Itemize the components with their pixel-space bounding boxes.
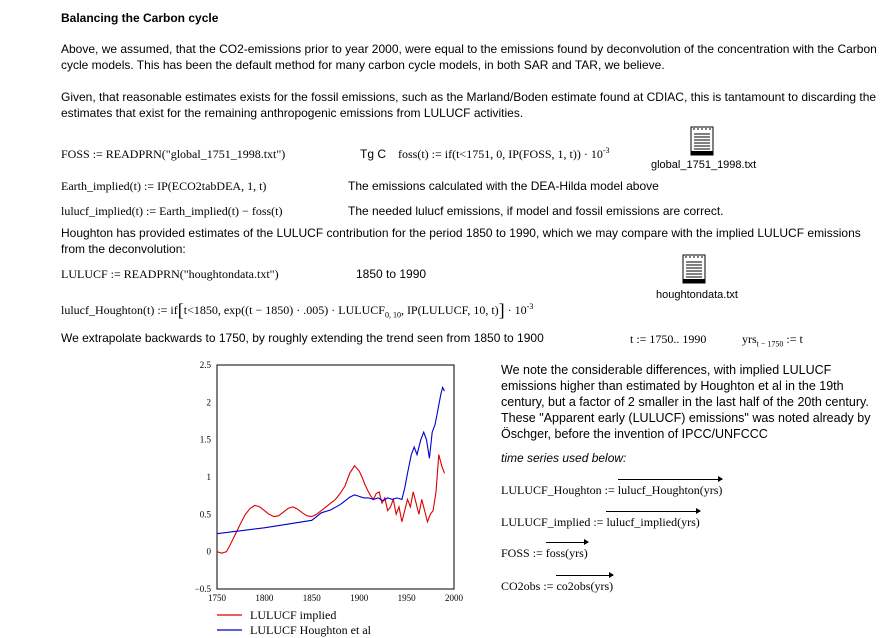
lulucf-implied-description: The needed lulucf emissions, if model and fossil emissions are correct. — [348, 204, 724, 218]
houghton-multiplier: · 10 — [504, 303, 527, 317]
y-tick-label: 1 — [206, 472, 211, 482]
ts-houghton-definition[interactable] — [501, 483, 722, 498]
ts-lhs: LULUCF_Houghton := — [501, 483, 618, 497]
plot-area — [217, 365, 454, 589]
file-label-global: global_1751_1998.txt — [651, 159, 757, 171]
houghton-lhs: lulucf_Houghton(t) := if — [61, 303, 178, 317]
foss-function-text: foss(t) := if(t<1751, 0, IP(FOSS, 1, t)) · 10 — [398, 147, 603, 161]
houghton-else: , IP(LULUCF, 10, t) — [400, 303, 499, 317]
earth-implied-description: The emissions calculated with the DEA-Hilda model above — [348, 179, 659, 193]
file-document-icon[interactable] — [682, 254, 706, 284]
houghton-exponent: -3 — [526, 302, 534, 311]
unit-label: Tg C — [360, 147, 387, 161]
y-tick-label: 2.5 — [199, 360, 211, 370]
ts-co2obs-definition[interactable] — [501, 579, 613, 594]
x-tick-label: 2000 — [445, 593, 463, 603]
ts-rhs-vectorized: co2obs(yrs) — [556, 579, 614, 593]
x-tick-label: 1950 — [397, 593, 416, 603]
earth-implied-definition[interactable]: Earth_implied(t) := IP(ECO2tabDEA, 1, t) — [61, 179, 267, 193]
x-tick-label: 1750 — [208, 593, 226, 603]
time-series-label: time series used below: — [501, 451, 627, 465]
file-document-icon[interactable] — [690, 126, 714, 156]
foss-function[interactable] — [398, 147, 610, 162]
lulucf-chart — [190, 355, 470, 638]
ts-foss-definition[interactable] — [501, 546, 588, 561]
y-tick-label: 0.5 — [199, 509, 211, 520]
foss-definition[interactable]: FOSS := READPRN("global_1751_1998.txt") — [61, 147, 286, 161]
yrs-value: := t — [783, 332, 803, 346]
ts-implied-definition[interactable] — [501, 515, 700, 530]
page-title: Balancing the Carbon cycle — [61, 11, 219, 25]
lulucf-implied-definition[interactable]: lulucf_implied(t) := Earth_implied(t) − foss(t) — [61, 204, 283, 218]
x-tick-label: 1900 — [350, 593, 369, 603]
yrs-definition[interactable] — [742, 332, 803, 347]
open-bracket: [ — [177, 300, 184, 320]
y-tick-label: 0 — [206, 546, 211, 557]
ts-rhs-vectorized: lulucf_Houghton(yrs) — [617, 483, 723, 497]
file-label-houghton: houghtondata.txt — [656, 289, 738, 301]
yrs-subscript: t − 1750 — [756, 339, 784, 349]
lulucf-houghton-definition[interactable] — [61, 298, 533, 319]
fossil-paragraph: Given, that reasonable estimates exists for the fossil emissions, such as the Marland/Boden estimate found at CDIAC, this is tantamount to discarding the estimates that exist for the remaining anthropogenic emissions from LULUCF activities. — [61, 90, 877, 120]
x-tick-label: 1850 — [302, 593, 321, 603]
legend-label-houghton: LULUCF Houghton et al — [250, 623, 371, 637]
x-axis-ticks — [208, 593, 464, 603]
lulucf-read-definition[interactable]: LULUCF := READPRN("houghtondata.txt") — [61, 267, 279, 281]
x-tick-label: 1800 — [255, 593, 274, 603]
ts-lhs: CO2obs := — [501, 579, 557, 593]
differences-note: We note the considerable differences, with implied LULUCF emissions higher than estimated by Houghton et al in the 19th century, but a factor of 2 smaller in the last half of the 20th century. These "Apparent early (LULUCF) emissions" was noted already by Öschger, before the invention of IPCC/UNFCCC — [501, 363, 871, 441]
y-tick-label: 2 — [206, 397, 211, 408]
houghton-branch: t<1850, exp((t − 1850) · .005) · LULUCF — [183, 303, 385, 317]
intro-paragraph: Above, we assumed, that the CO2-emissions prior to year 2000, were equal to the emissions found by deconvolution of the concentration with the Carbon cycle models. This has been the default method for many carbon cycle models, in both SAR and TAR, we believe. — [61, 42, 877, 72]
extrapolation-text: We extrapolate backwards to 1750, by roughly extending the trend seen from 1850 to 1900 — [61, 331, 544, 345]
houghton-subscript: 0, 10 — [384, 310, 401, 320]
foss-exponent: -3 — [602, 146, 610, 155]
legend-label-implied: LULUCF implied — [250, 608, 337, 622]
range-variable-definition[interactable]: t := 1750.. 1990 — [630, 332, 707, 346]
y-axis-ticks — [195, 360, 212, 594]
houghton-paragraph: Houghton has provided estimates of the LULUCF contribution for the period 1850 to 1990, which we may compare with the implied LULUCF emissions from the deconvolution: — [61, 226, 861, 256]
y-tick-label: 1.5 — [199, 434, 211, 445]
ts-lhs: LULUCF_implied := — [501, 515, 607, 529]
ts-rhs-vectorized: lulucf_implied(yrs) — [606, 515, 700, 529]
period-label: 1850 to 1990 — [356, 267, 427, 281]
ts-lhs: FOSS := — [501, 546, 546, 560]
yrs-name: yrs — [742, 332, 757, 346]
ts-rhs-vectorized: foss(yrs) — [545, 546, 588, 560]
close-bracket: ] — [498, 300, 505, 320]
y-tick-label: −0.5 — [194, 584, 211, 594]
